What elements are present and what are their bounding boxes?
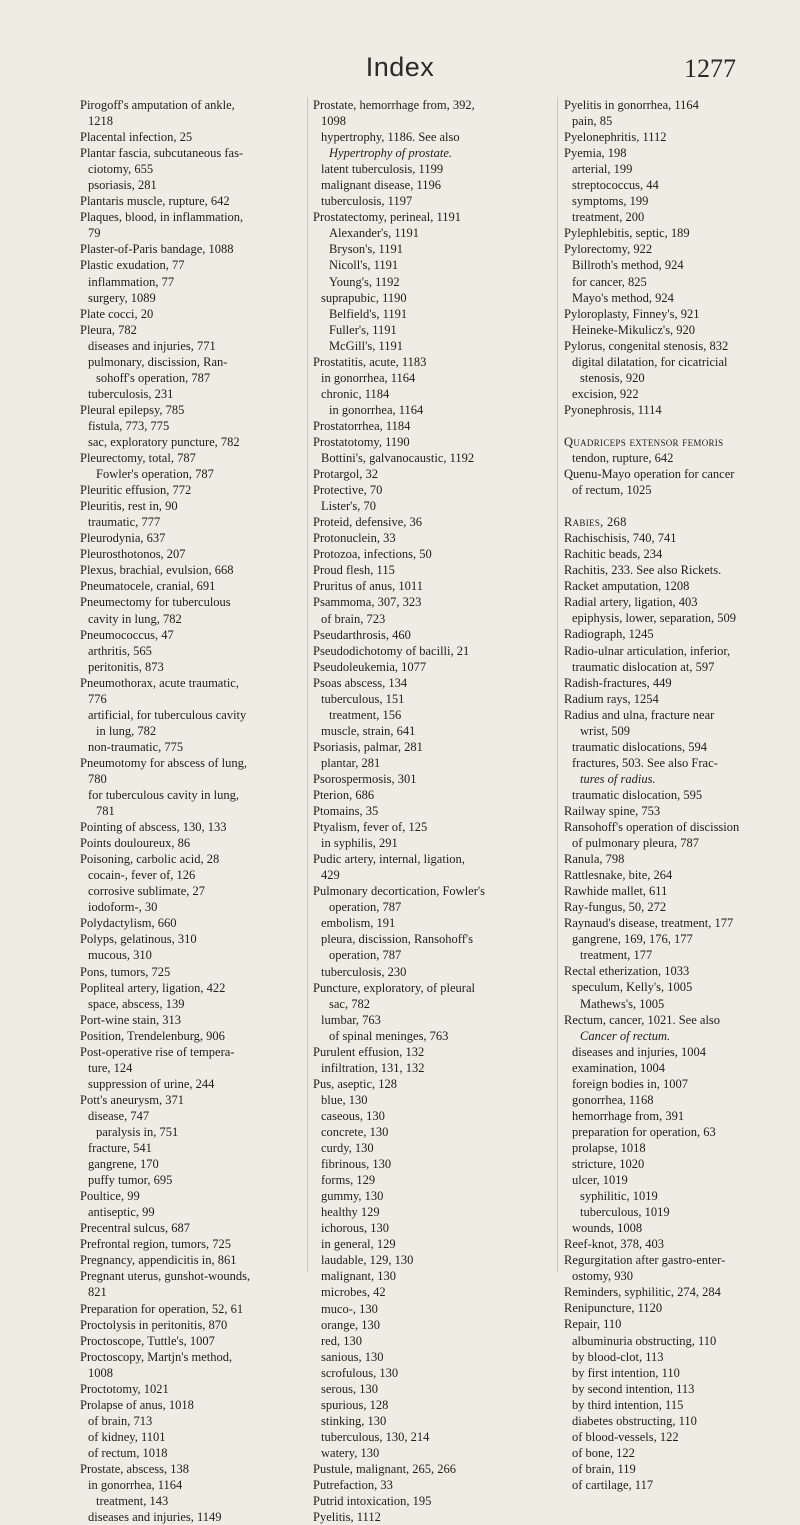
- index-subentry: operation, 787: [329, 948, 402, 963]
- index-subentry: fibrinous, 130: [321, 1157, 392, 1172]
- index-subentry: of pulmonary pleura, 787: [572, 836, 700, 851]
- index-subentry: prolapse, 1018: [572, 1140, 646, 1155]
- index-subentry: Fowler's operation, 787: [96, 467, 214, 482]
- index-subentry: McGill's, 1191: [329, 338, 404, 353]
- index-subentry: of cartilage, 117: [572, 1477, 654, 1492]
- index-entry: Rectal etherization, 1033: [564, 964, 690, 979]
- index-entry: Plantaris muscle, rupture, 642: [80, 194, 230, 209]
- index-entry: Pudic artery, internal, ligation,: [313, 852, 465, 867]
- index-entry: Prolapse of anus, 1018: [80, 1397, 194, 1412]
- index-entry: Proteid, defensive, 36: [313, 515, 423, 530]
- index-entry: Precentral sulcus, 687: [80, 1221, 191, 1236]
- index-subentry: in gonorrhea, 1164: [321, 370, 416, 385]
- index-subentry: ichorous, 130: [321, 1221, 390, 1236]
- index-subentry: Nicoll's, 1191: [329, 258, 399, 273]
- index-subentry: concrete, 130: [321, 1125, 389, 1139]
- index-subentry: of rectum, 1025: [572, 483, 652, 498]
- index-entry: Pirogoff's amputation of ankle,: [80, 98, 235, 112]
- index-subentry: excision, 922: [572, 386, 639, 401]
- index-subentry: inflammation, 77: [88, 274, 175, 289]
- index-subentry: examination, 1004: [572, 1060, 666, 1075]
- index-entry: Proctotomy, 1021: [80, 1381, 169, 1396]
- index-subentry: latent tuberculosis, 1199: [321, 162, 444, 177]
- index-entry: Radial artery, ligation, 403: [564, 595, 698, 610]
- index-entry: Pneumotomy for abscess of lung,: [80, 755, 247, 770]
- index-subentry: of brain, 119: [572, 1461, 636, 1476]
- index-subentry: Cancer of rectum.: [580, 1028, 671, 1043]
- index-entry: Plastic exudation, 77: [80, 258, 185, 273]
- index-subentry: gummy, 130: [321, 1189, 384, 1204]
- index-subentry: surgery, 1089: [88, 290, 156, 305]
- index-entry: Pleurectomy, total, 787: [80, 451, 196, 466]
- index-entry: Proctoscopy, Martjn's method,: [80, 1349, 233, 1364]
- index-subentry: Mayo's method, 924: [572, 290, 674, 305]
- index-subentry: by first intention, 110: [572, 1365, 680, 1380]
- index-entry: Pleura, 782: [80, 322, 137, 337]
- index-subentry: spurious, 128: [321, 1397, 389, 1412]
- index-entry: Pregnancy, appendicitis in, 861: [80, 1253, 237, 1268]
- index-entry: Regurgitation after gastro-enter-: [564, 1253, 726, 1268]
- page-header: [0, 52, 800, 92]
- index-entry: Rachitic beads, 234: [564, 547, 663, 562]
- index-subentry: muco-, 130: [321, 1301, 378, 1316]
- index-entry: Pneumectomy for tuberculous: [80, 595, 231, 610]
- index-subentry: gangrene, 170: [88, 1157, 159, 1172]
- index-entry: Ransohoff's operation of discission: [564, 820, 740, 835]
- index-entry: Popliteal artery, ligation, 422: [80, 980, 226, 995]
- index-entry: Purulent effusion, 132: [313, 1044, 425, 1059]
- index-entry: Pustule, malignant, 265, 266: [313, 1461, 457, 1476]
- index-subentry: in lung, 782: [96, 723, 157, 738]
- index-subentry: antiseptic, 99: [88, 1205, 155, 1220]
- index-entry: Rattlesnake, bite, 264: [564, 868, 673, 883]
- index-subentry: wrist, 509: [580, 723, 630, 738]
- column-divider: [307, 97, 308, 1272]
- index-entry: Pseudarthrosis, 460: [313, 627, 411, 642]
- index-subentry: by second intention, 113: [572, 1381, 695, 1396]
- index-entry: Radiograph, 1245: [564, 627, 654, 642]
- index-subentry: microbes, 42: [321, 1285, 386, 1300]
- index-subentry: wounds, 1008: [572, 1221, 643, 1236]
- index-subentry: Hypertrophy of prostate.: [329, 146, 453, 161]
- index-entry: Plantar fascia, subcutaneous fas-: [80, 146, 244, 161]
- index-subentry: 780: [88, 771, 107, 786]
- index-subentry: of kidney, 1101: [88, 1429, 166, 1444]
- index-entry: Prostate, hemorrhage from, 392,: [313, 98, 475, 112]
- index-subentry: treatment, 200: [572, 210, 645, 225]
- index-subentry: traumatic, 777: [88, 515, 161, 530]
- index-subentry: hemorrhage from, 391: [572, 1108, 685, 1123]
- index-subentry: ciotomy, 655: [88, 162, 154, 177]
- index-subentry: disease, 747: [88, 1108, 150, 1123]
- index-entry: Pus, aseptic, 128: [313, 1076, 398, 1091]
- index-entry: Pneumococcus, 47: [80, 627, 174, 642]
- index-subentry: albuminuria obstructing, 110: [572, 1333, 717, 1348]
- index-entry: Pylorus, congenital stenosis, 832: [564, 338, 729, 353]
- index-subentry: in syphilis, 291: [321, 836, 398, 851]
- index-entry: Pylorectomy, 922: [564, 242, 653, 257]
- index-entry: Reminders, syphilitic, 274, 284: [564, 1285, 721, 1300]
- index-entry: Rachitis, 233. See also Rickets.: [564, 563, 722, 578]
- index-entry: Pott's aneurysm, 371: [80, 1092, 184, 1107]
- index-subentry: pain, 85: [572, 114, 613, 129]
- index-subentry: sac, exploratory puncture, 782: [88, 434, 240, 449]
- index-subentry: tuberculosis, 231: [88, 386, 174, 401]
- index-subentry: caseous, 130: [321, 1108, 385, 1123]
- index-subentry: syphilitic, 1019: [580, 1189, 658, 1204]
- index-subentry: of spinal meninges, 763: [329, 1028, 449, 1043]
- page-number: 1277: [684, 54, 736, 83]
- index-subentry: malignant, 130: [321, 1269, 396, 1284]
- index-subentry: iodoform-, 30: [88, 900, 158, 915]
- index-subentry: digital dilatation, for cicatricial: [572, 354, 728, 369]
- index-entry: Radium rays, 1254: [564, 691, 659, 706]
- index-subentry: laudable, 129, 130: [321, 1253, 414, 1268]
- index-subentry: stricture, 1020: [572, 1157, 645, 1171]
- index-subentry: 79: [88, 226, 101, 241]
- index-subentry: tuberculous, 151: [321, 691, 405, 706]
- index-entry: Proctoscope, Tuttle's, 1007: [80, 1333, 215, 1348]
- index-subentry: stenosis, 920: [580, 370, 645, 385]
- index-entry: Proud flesh, 115: [313, 563, 395, 578]
- index-subentry: preparation for operation, 63: [572, 1124, 716, 1139]
- index-subentry: 429: [321, 868, 340, 883]
- index-subentry: infiltration, 131, 132: [321, 1060, 425, 1075]
- index-entry: Putrid intoxication, 195: [313, 1494, 432, 1509]
- index-subentry: diseases and injuries, 771: [88, 338, 216, 353]
- index-subentry: of brain, 713: [88, 1413, 153, 1428]
- index-subentry: fractures, 503. See also Frac-: [572, 755, 718, 770]
- index-subentry: treatment, 156: [329, 707, 402, 722]
- index-subentry: stinking, 130: [321, 1413, 387, 1428]
- index-subentry: malignant disease, 1196: [321, 178, 441, 193]
- index-subentry: foreign bodies in, 1007: [572, 1076, 688, 1091]
- index-subentry: of rectum, 1018: [88, 1445, 168, 1460]
- index-entry: Pylephlebitis, septic, 189: [564, 226, 690, 241]
- index-subentry: suprapubic, 1190: [321, 290, 407, 305]
- index-entry: Prostatectomy, perineal, 1191: [313, 210, 461, 225]
- index-subentry: diseases and injuries, 1149: [88, 1510, 222, 1525]
- index-subentry: red, 130: [321, 1333, 362, 1348]
- index-entry: Points douloureux, 86: [80, 836, 191, 851]
- index-subentry: for cancer, 825: [572, 274, 647, 289]
- index-subentry: by third intention, 115: [572, 1397, 684, 1412]
- index-entry: Plate cocci, 20: [80, 306, 154, 321]
- index-entry: Psammoma, 307, 323: [313, 595, 422, 610]
- index-subentry: in general, 129: [321, 1237, 396, 1252]
- index-subentry: plantar, 281: [321, 755, 381, 770]
- index-subentry: traumatic dislocation, 595: [572, 787, 703, 802]
- index-subentry: Bryson's, 1191: [329, 242, 404, 257]
- index-subentry: puffy tumor, 695: [88, 1173, 173, 1188]
- index-entry: Pleural epilepsy, 785: [80, 402, 185, 417]
- index-entry: Racket amputation, 1208: [564, 579, 690, 594]
- index-subentry: in gonorrhea, 1164: [329, 402, 424, 417]
- index-subentry: ostomy, 930: [572, 1269, 633, 1284]
- index-subentry: arterial, 199: [572, 162, 633, 177]
- index-entry: Protective, 70: [313, 483, 383, 498]
- index-entry: Puncture, exploratory, of pleural: [313, 980, 475, 995]
- index-entry: Radius and ulna, fracture near: [564, 707, 715, 722]
- index-subentry: fracture, 541: [88, 1141, 152, 1156]
- index-subentry: serous, 130: [321, 1381, 378, 1396]
- index-subentry: tures of radius.: [580, 771, 656, 786]
- index-subentry: peritonitis, 873: [88, 659, 164, 674]
- index-entry: Reef-knot, 378, 403: [564, 1237, 664, 1252]
- index-entry: Ranula, 798: [564, 852, 625, 867]
- index-subentry: for tuberculous cavity in lung,: [88, 788, 240, 803]
- index-subentry: tuberculous, 1019: [580, 1205, 670, 1220]
- index-entry: Pointing of abscess, 130, 133: [80, 820, 227, 835]
- index-entry: Pleurosthotonos, 207: [80, 547, 186, 562]
- index-entry: Pyelonephritis, 1112: [564, 130, 667, 145]
- index-subentry: 821: [88, 1285, 107, 1300]
- index-entry: Prostatitis, acute, 1183: [313, 354, 427, 369]
- index-entry: Renipuncture, 1120: [564, 1301, 663, 1316]
- index-entry: Rectum, cancer, 1021. See also: [564, 1012, 721, 1027]
- index-column-3: [564, 97, 788, 1493]
- index-subentry: pulmonary, discission, Ran-: [88, 354, 228, 369]
- index-subentry: suppression of urine, 244: [88, 1076, 215, 1091]
- index-subentry: gonorrhea, 1168: [572, 1092, 654, 1107]
- index-entry: Raynaud's disease, treatment, 177: [564, 916, 734, 931]
- index-entry: Prostate, abscess, 138: [80, 1461, 190, 1476]
- index-entry: Radio-ulnar articulation, inferior,: [564, 643, 731, 658]
- index-entry: Pleuritis, rest in, 90: [80, 499, 178, 514]
- index-subentry: arthritis, 565: [88, 643, 152, 658]
- index-entry: Pruritus of anus, 1011: [313, 579, 423, 594]
- index-entry: Port-wine stain, 313: [80, 1012, 182, 1027]
- index-column-1: [80, 97, 304, 1525]
- page-title: Index: [365, 52, 435, 82]
- index-entry: Pleuritic effusion, 772: [80, 483, 192, 498]
- index-subentry: sohoff's operation, 787: [96, 370, 211, 385]
- index-subentry: of brain, 723: [321, 611, 386, 626]
- index-entry: Pyonephrosis, 1114: [564, 402, 662, 417]
- index-subentry: watery, 130: [321, 1445, 380, 1460]
- index-subentry: artificial, for tuberculous cavity: [88, 707, 247, 722]
- index-subentry: 781: [96, 804, 115, 819]
- index-entry: Protozoa, infections, 50: [313, 547, 432, 562]
- index-entry: Pyemia, 198: [564, 146, 627, 161]
- index-entry: Prefrontal region, tumors, 725: [80, 1237, 232, 1252]
- index-subentry: 1218: [88, 114, 113, 129]
- index-subentry: treatment, 177: [580, 948, 653, 963]
- index-entry: Repair, 110: [564, 1317, 622, 1332]
- index-subentry: ulcer, 1019: [572, 1173, 628, 1188]
- index-entry: Poultice, 99: [80, 1189, 140, 1204]
- index-subentry: orange, 130: [321, 1317, 381, 1332]
- index-subentry: tuberculosis, 230: [321, 964, 407, 979]
- index-subentry: ture, 124: [88, 1060, 133, 1075]
- index-subentry: diseases and injuries, 1004: [572, 1044, 707, 1059]
- index-entry: Pyelitis in gonorrhea, 1164: [564, 98, 699, 112]
- index-entry: Radish-fractures, 449: [564, 675, 672, 690]
- index-entry: Protargol, 32: [313, 467, 379, 482]
- index-entry: Pseudoleukemia, 1077: [313, 659, 427, 674]
- index-subentry: 1098: [321, 114, 346, 129]
- index-subentry: corrosive sublimate, 27: [88, 884, 205, 899]
- index-subentry: traumatic dislocations, 594: [572, 739, 708, 754]
- index-subentry: operation, 787: [329, 900, 402, 915]
- index-entry: Psorospermosis, 301: [313, 771, 417, 786]
- index-subentry: healthy 129: [321, 1205, 380, 1220]
- index-subentry: streptococcus, 44: [572, 178, 659, 193]
- index-subentry: Fuller's, 1191: [329, 322, 397, 337]
- index-entry: Psoriasis, palmar, 281: [313, 739, 423, 754]
- index-subentry: of bone, 122: [572, 1445, 635, 1460]
- index-subentry: sanious, 130: [321, 1349, 384, 1364]
- index-subentry: Heineke-Mikulicz's, 920: [572, 322, 696, 337]
- index-entry: Placental infection, 25: [80, 130, 193, 145]
- index-subentry: hypertrophy, 1186. See also: [321, 130, 460, 145]
- index-entry: Rabies, 268: [564, 515, 627, 530]
- index-subentry: fistula, 773, 775: [88, 418, 170, 433]
- index-entry: Prostatorrhea, 1184: [313, 418, 411, 433]
- index-subentry: tuberculous, 130, 214: [321, 1429, 430, 1444]
- index-entry: Post-operative rise of tempera-: [80, 1044, 235, 1059]
- index-entry: Rawhide mallet, 611: [564, 884, 668, 899]
- index-entry: Ray-fungus, 50, 272: [564, 900, 667, 915]
- index-subentry: epiphysis, lower, separation, 509: [572, 611, 737, 626]
- index-entry: Quenu-Mayo operation for cancer: [564, 467, 735, 482]
- index-column-2: [313, 97, 537, 1525]
- index-subentry: diabetes obstructing, 110: [572, 1413, 697, 1428]
- index-entry: Pneumatocele, cranial, 691: [80, 579, 216, 594]
- index-entry: Pterion, 686: [313, 788, 375, 803]
- index-entry: Plexus, brachial, evulsion, 668: [80, 563, 234, 578]
- index-subentry: chronic, 1184: [321, 386, 390, 401]
- index-entry: Position, Trendelenburg, 906: [80, 1028, 225, 1043]
- index-subentry: lumbar, 763: [321, 1012, 381, 1027]
- index-entry: Rachischisis, 740, 741: [564, 531, 677, 546]
- index-entry: Poisoning, carbolic acid, 28: [80, 852, 220, 867]
- index-entry: Railway spine, 753: [564, 803, 661, 818]
- index-entry: Protonuclein, 33: [313, 531, 396, 546]
- index-subentry: pleura, discission, Ransohoff's: [321, 932, 474, 947]
- index-entry: Polyps, gelatinous, 310: [80, 932, 197, 947]
- index-entry: Proctolysis in peritonitis, 870: [80, 1317, 228, 1332]
- index-subentry: tuberculosis, 1197: [321, 194, 413, 209]
- index-subentry: Lister's, 70: [321, 499, 377, 514]
- index-subentry: space, abscess, 139: [88, 996, 185, 1011]
- index-subentry: Alexander's, 1191: [329, 226, 419, 241]
- section-gap: [564, 498, 788, 514]
- index-entry: Psoas abscess, 134: [313, 675, 408, 690]
- index-entry: Prostatotomy, 1190: [313, 434, 410, 449]
- index-entry: Pulmonary decortication, Fowler's: [313, 884, 486, 899]
- index-subentry: 776: [88, 691, 107, 706]
- index-subentry: blue, 130: [321, 1092, 368, 1107]
- index-subentry: mucous, 310: [88, 948, 152, 963]
- index-entry: Pleurodynia, 637: [80, 531, 166, 546]
- index-subentry: Belfield's, 1191: [329, 306, 408, 321]
- index-subentry: sac, 782: [329, 996, 370, 1011]
- index-entry: Pregnant uterus, gunshot-wounds,: [80, 1269, 251, 1284]
- index-entry: Quadriceps extensor femoris: [564, 434, 724, 449]
- index-subentry: Young's, 1192: [329, 274, 400, 289]
- index-entry: Ptyalism, fever of, 125: [313, 820, 428, 835]
- column-divider: [557, 97, 558, 1272]
- index-subentry: 1008: [88, 1365, 113, 1380]
- index-entry: Pons, tumors, 725: [80, 964, 171, 979]
- index-entry: Ptomains, 35: [313, 804, 379, 819]
- index-entry: Putrefaction, 33: [313, 1478, 393, 1493]
- index-entry: Preparation for operation, 52, 61: [80, 1301, 244, 1316]
- index-subentry: tendon, rupture, 642: [572, 450, 674, 465]
- index-subentry: forms, 129: [321, 1173, 376, 1188]
- index-subentry: Billroth's method, 924: [572, 258, 684, 273]
- index-subentry: cocain-, fever of, 126: [88, 868, 196, 883]
- index-subentry: psoriasis, 281: [88, 178, 157, 193]
- index-subentry: paralysis in, 751: [96, 1125, 179, 1139]
- index-subentry: non-traumatic, 775: [88, 739, 184, 754]
- index-subentry: symptoms, 199: [572, 194, 649, 209]
- index-subentry: of blood-vessels, 122: [572, 1429, 679, 1444]
- index-subentry: Bottini's, galvanocaustic, 1192: [321, 451, 475, 466]
- index-subentry: cavity in lung, 782: [88, 611, 182, 626]
- index-subentry: speculum, Kelly's, 1005: [572, 980, 693, 995]
- index-entry: Pyelitis, 1112: [313, 1510, 381, 1525]
- index-subentry: treatment, 143: [96, 1494, 169, 1509]
- index-entry: Pyloroplasty, Finney's, 921: [564, 306, 700, 321]
- index-entry: Pneumothorax, acute traumatic,: [80, 675, 239, 690]
- index-entry: Plaster-of-Paris bandage, 1088: [80, 242, 234, 257]
- section-gap: [564, 418, 788, 434]
- index-subentry: muscle, strain, 641: [321, 723, 416, 738]
- index-entry: Pseudodichotomy of bacilli, 21: [313, 643, 470, 658]
- index-subentry: embolism, 191: [321, 916, 396, 931]
- index-subentry: in gonorrhea, 1164: [88, 1478, 183, 1493]
- index-subentry: gangrene, 169, 176, 177: [572, 932, 693, 947]
- index-subentry: Mathews's, 1005: [580, 996, 665, 1011]
- index-subentry: by blood-clot, 113: [572, 1349, 664, 1364]
- index-subentry: scrofulous, 130: [321, 1365, 399, 1380]
- index-subentry: traumatic dislocation at, 597: [572, 659, 715, 674]
- index-entry: Plaques, blood, in inflammation,: [80, 210, 244, 225]
- index-entry: Polydactylism, 660: [80, 916, 177, 931]
- index-subentry: curdy, 130: [321, 1141, 374, 1156]
